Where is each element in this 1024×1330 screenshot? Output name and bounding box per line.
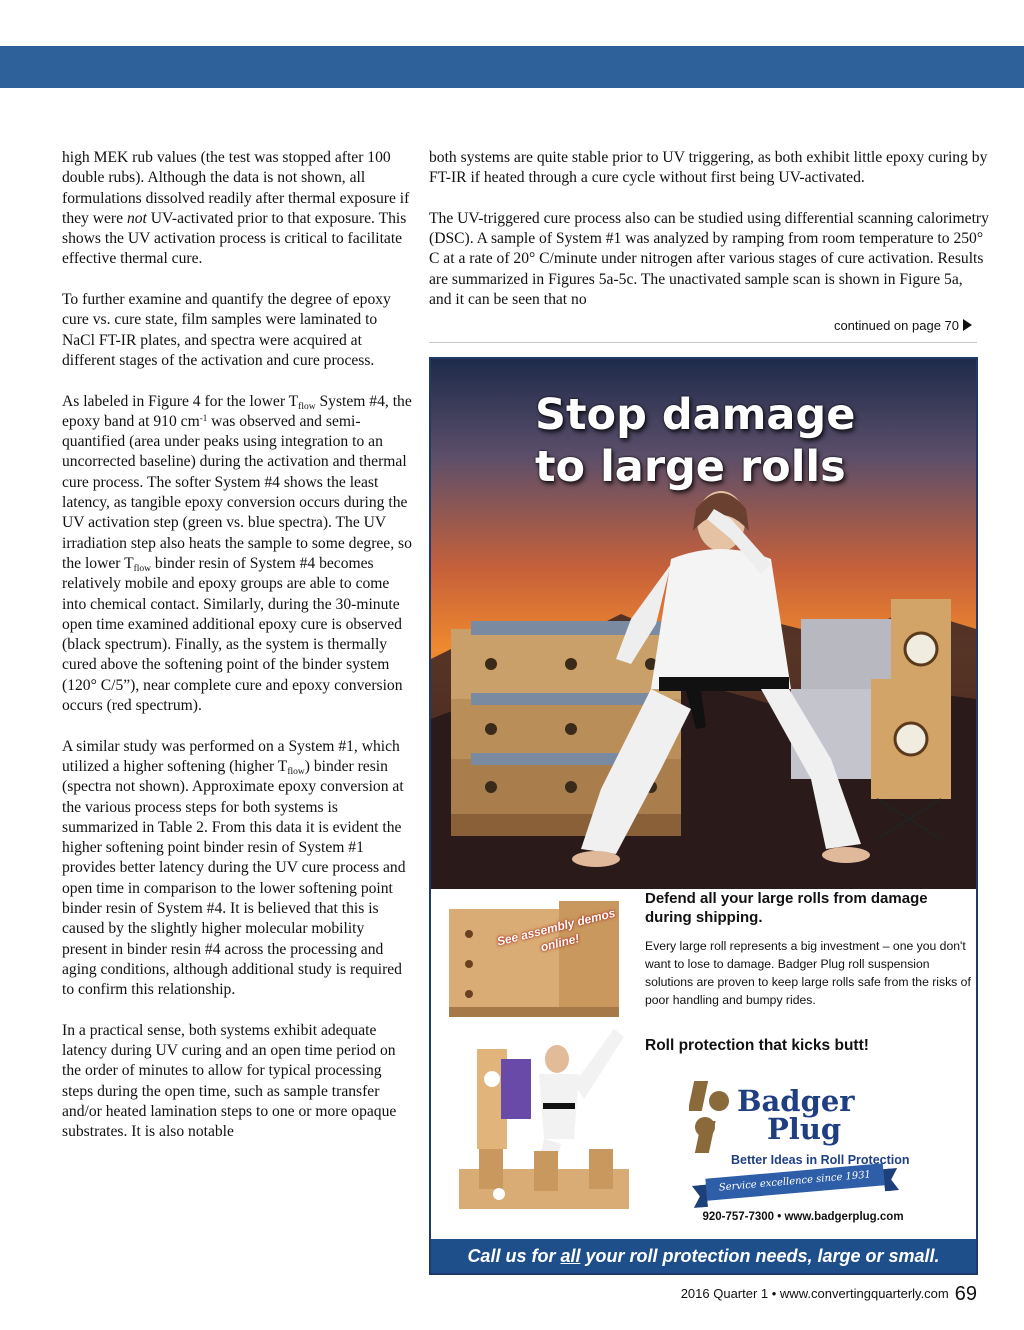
paragraph: high MEK rub values (the test was stopped after 100 double rubs). Although the data is not shown, all formulations dissolved readily after thermal exposure if they were not UV-activated prior to that exposure. This shows the UV activation process is critical to facilitate effective thermal cure. [62, 149, 410, 268]
paragraph: In a practical sense, both systems exhibit adequate latency during UV curing and an open time period on the order of minutes to allow for typical processing steps during the open time, such as sample transfer and/or heated lamination steps to one or more opaque substrates. It is also notable [62, 1021, 397, 1141]
ad-body-text: Every large roll represents a big investment – one you don't want to lose to damage. Badger Plug roll suspension solutions are proven to keep large rolls safe from the risks of poor handling and bumpy rides. [645, 939, 971, 1007]
paragraph: To further examine and quantify the degree of epoxy cure vs. cure state, film samples were laminated to NaCl FT-IR plates, and spectra were acquired at different stages of the activation and cure process. [62, 291, 391, 369]
continued-link[interactable]: continued on page 70 [834, 318, 972, 333]
paragraph: A similar study was performed on a System #1, which utilized a higher softening (higher $T_{flow}$) binder resin (spectra not shown). Approximate epoxy conversion at the various process steps for both systems is summarized in Table 2. From this data it is evident the higher softening point binder resin of System #1 provides better latency during the UV cure process and open time in comparison to the lower softening point binder resin of System #4. It is believed that this is caused by the slightly higher molecular mobility present in binder resin #4 across the processing and aging conditions, although additional study is required to confirm this relationship. [62, 737, 406, 999]
ad-headline: Stop damage to large rolls [535, 390, 856, 492]
advertisement[interactable] [429, 357, 978, 1275]
contact-info[interactable]: 920-757-7300 • www.badgerplug.com [702, 1211, 904, 1223]
brand-name: Badger Plug [737, 1084, 855, 1146]
demo-link[interactable]: See assembly demos online! [495, 905, 617, 955]
ad-photo [431, 359, 976, 889]
paragraph: The UV-triggered cure process also can be studied using differential scanning calorimetry (DSC). A sample of System #1 was analyzed by ramping from room temperature to 250° C at a rate of 20° C/minute under nitrogen after various stages of cure activation. Results are summarized in Figures 5a-5c. The unactivated sample scan is shown in Figure 5a, and it can be seen that no [429, 209, 989, 309]
paragraph: both systems are quite stable prior to UV triggering, as both exhibit little epoxy curing by FT-IR if heated through a cure cycle without first being UV-activated. [429, 149, 988, 187]
divider [429, 342, 977, 343]
ad-subheading: Defend all your large rolls from damage during shipping. [645, 890, 928, 926]
header-band [0, 46, 1024, 88]
badger-plug-logo-icon [689, 1077, 733, 1157]
service-ribbon: Service excellence since 1931 [705, 1163, 884, 1200]
ad-slogan: Roll protection that kicks butt! [645, 1037, 869, 1054]
page-footer: 2016 Quarter 1 • www.convertingquarterly.com 69 [680, 1283, 977, 1305]
left-column [62, 148, 412, 1163]
brand-tagline: Better Ideas in Roll Protection [731, 1153, 910, 1167]
ad-call-to-action: Call us for all your roll protection needs, large or small. [431, 1239, 976, 1273]
page-number: 69 [954, 1283, 977, 1305]
right-arrow-icon [963, 319, 972, 331]
right-column [429, 148, 989, 331]
paragraph: As labeled in Figure 4 for the lower $T_{flow}$ System #4, the epoxy band at 910 $cm^{-1}$ was observed and semi-quantified (area under peaks using integration to an uncorrected baseline) during the activation and thermal cure process. The softer System #4 shows the least latency, as tangible epoxy conversion occurs during the UV activation step (green vs. blue spectra). The UV irradiation step also heats the sample to some degree, so the lower $T_{flow}$ binder resin of System #4 becomes relatively mobile and epoxy groups are able to come into chemical contact. Similarly, during the 30-minute open time examined additional epoxy cure is observed (black spectrum). Finally, as the system is thermally cured above the softening point of the binder system (120° C/5”), near complete cure and epoxy conversion occurs (red spectrum). [62, 392, 412, 715]
